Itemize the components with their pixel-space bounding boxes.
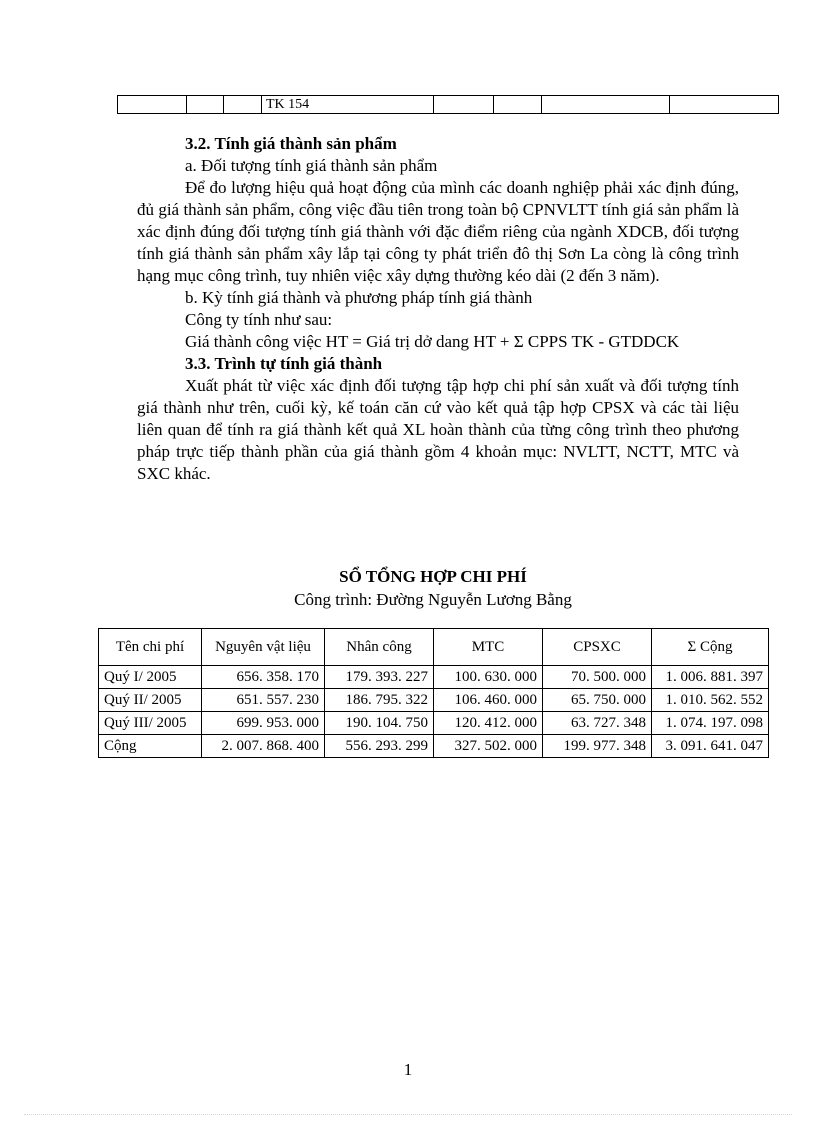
table-cell — [542, 96, 670, 114]
table-cell — [224, 96, 262, 114]
table-cell — [434, 96, 494, 114]
table-row — [99, 666, 769, 689]
footer-divider — [24, 1114, 792, 1115]
table-cell: 699. 953. 000 — [202, 712, 325, 735]
table-cell: 1. 006. 881. 397 — [652, 666, 769, 689]
table-row — [118, 96, 779, 114]
table-cell: 656. 358. 170 — [202, 666, 325, 689]
section-heading-3-3: 3.3. Trình tự tính giá thành — [185, 354, 383, 373]
table-row — [99, 689, 769, 712]
section-heading-3-2: 3.2. Tính giá thành sản phẩm — [185, 134, 397, 153]
column-header: Tên chi phí — [99, 629, 202, 666]
table-cell: 100. 630. 000 — [434, 666, 543, 689]
row-label: Quý I/ 2005 — [99, 666, 202, 689]
table-cell: 1. 074. 197. 098 — [652, 712, 769, 735]
table-cell — [494, 96, 542, 114]
table-cell: 186. 795. 322 — [325, 689, 434, 712]
column-header: Nhân công — [325, 629, 434, 666]
table-cell: 2. 007. 868. 400 — [202, 735, 325, 758]
top-ledger-table-fragment — [117, 95, 779, 114]
column-header: CPSXC — [543, 629, 652, 666]
table-cell: 70. 500. 000 — [543, 666, 652, 689]
column-header: MTC — [434, 629, 543, 666]
table-cell — [670, 96, 779, 114]
table-cell: 556. 293. 299 — [325, 735, 434, 758]
paragraph-cost-object: Để đo lượng hiệu quả hoạt động của mình các doanh nghiệp phải xác định đúng, đủ giá thành sản phẩm, công việc đầu tiên trong toàn bộ CPNVLTT tính giá sản phẩm là xác định đúng đối tượng tính giá thành với đặc điểm riêng của ngành XDCB, đối tượng tính giá thành sản phẩm xây lắp tại công ty phát triển đô thị Sơn La còng là công trình hạng mục công trình, tuy nhiên việc xây dựng thường kéo dài (2 đến 3 năm). — [137, 178, 739, 285]
row-label: Cộng — [99, 735, 202, 758]
table-total-row — [99, 735, 769, 758]
table-header-row — [99, 629, 769, 666]
page-number: 1 — [403, 1060, 413, 1079]
subheading-b: b. Kỳ tính giá thành và phương pháp tính giá thành — [185, 288, 533, 307]
table-cell: 106. 460. 000 — [434, 689, 543, 712]
cost-summary-subtitle: Công trình: Đường Nguyễn Lương Bằng — [294, 590, 572, 609]
column-header: Nguyên vật liệu — [202, 629, 325, 666]
cost-summary-title-block — [98, 566, 768, 611]
column-header: Σ Cộng — [652, 629, 769, 666]
document-body — [137, 133, 739, 485]
cost-summary-title: SỔ TỔNG HỢP CHI PHÍ — [339, 567, 527, 586]
subheading-a: a. Đối tượng tính giá thành sản phẩm — [185, 156, 438, 175]
table-cell — [118, 96, 187, 114]
table-cell: 190. 104. 750 — [325, 712, 434, 735]
table-cell: 1. 010. 562. 552 — [652, 689, 769, 712]
cost-formula: Giá thành công việc HT = Giá trị dở dang HT + Σ CPPS TK - GTDDCK — [185, 332, 680, 351]
account-cell-tk154: TK 154 — [262, 96, 434, 114]
row-label: Quý III/ 2005 — [99, 712, 202, 735]
cost-summary-table — [98, 628, 769, 758]
table-cell: 65. 750. 000 — [543, 689, 652, 712]
table-cell: 120. 412. 000 — [434, 712, 543, 735]
table-cell: 651. 557. 230 — [202, 689, 325, 712]
table-cell: 63. 727. 348 — [543, 712, 652, 735]
row-label: Quý II/ 2005 — [99, 689, 202, 712]
company-method-line: Công ty tính như sau: — [185, 310, 333, 329]
table-cell: 199. 977. 348 — [543, 735, 652, 758]
table-cell: 327. 502. 000 — [434, 735, 543, 758]
table-cell — [187, 96, 224, 114]
table-row — [99, 712, 769, 735]
table-cell: 3. 091. 641. 047 — [652, 735, 769, 758]
table-cell: 179. 393. 227 — [325, 666, 434, 689]
paragraph-costing-sequence: Xuất phát từ việc xác định đối tượng tập hợp chi phí sản xuất và đối tượng tính giá thành như trên, cuối kỳ, kế toán căn cứ vào kết quả tập hợp CPSX và các tài liệu liên quan để tính ra giá thành kết quả XL hoàn thành của từng công trình theo phương pháp trực tiếp thành phần của giá thành gồm 4 khoản mục: NVLTT, NCTT, MTC và SXC khác. — [137, 376, 739, 483]
